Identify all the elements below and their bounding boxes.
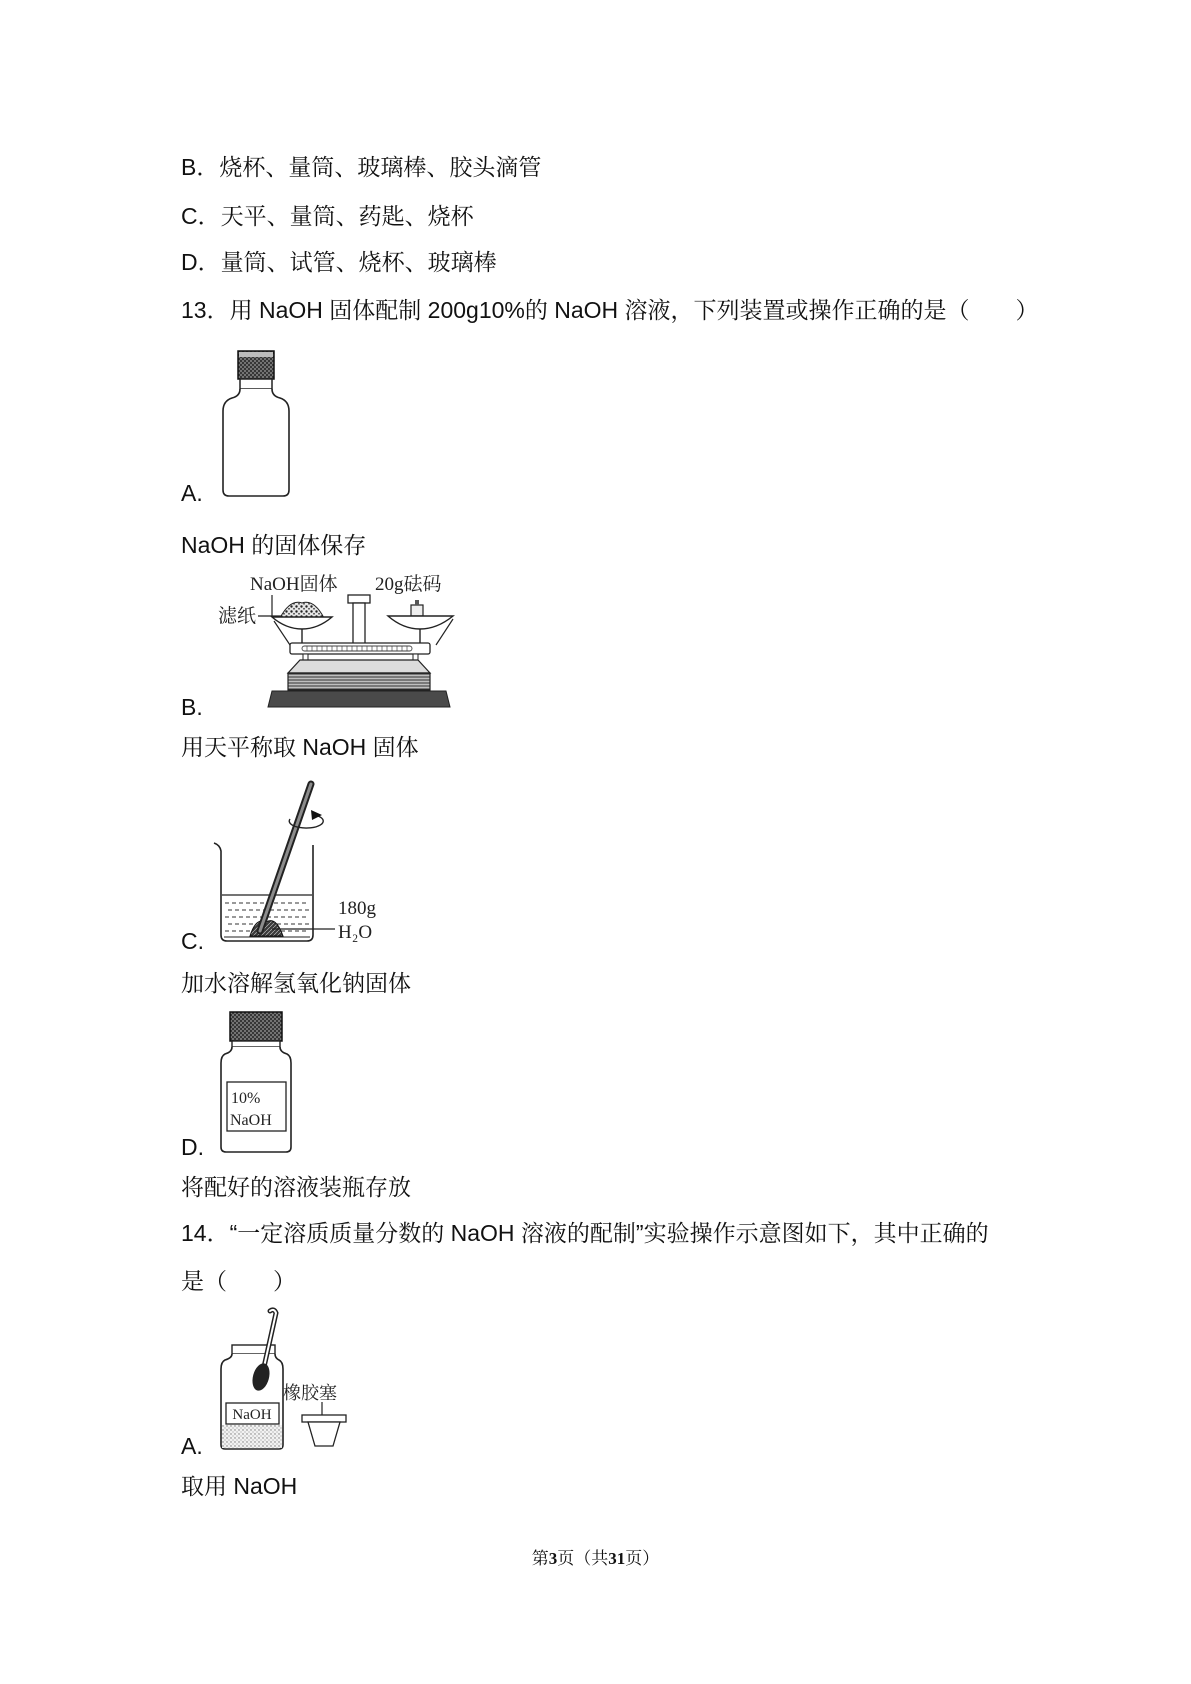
filter-paper-label: 滤纸 <box>218 606 257 627</box>
footer-total-pages: 31 <box>608 1549 626 1568</box>
left-pan <box>272 617 332 629</box>
q14-stem-line-1: 14．“一定溶质质量分数的 NaOH 溶液的配制”实验操作示意图如下，其中正确的 <box>181 1220 989 1246</box>
q13-c-beaker-figure <box>210 775 390 945</box>
bottle-neck <box>240 379 272 389</box>
q13-option-d-caption: 将配好的溶液装瓶存放 <box>181 1174 411 1200</box>
q12-option-d: D．量筒、试管、烧杯、玻璃棒 <box>181 249 497 275</box>
stopper-top-band <box>239 352 273 357</box>
concentration-label: 10% <box>231 1090 261 1107</box>
q13-stem: 13．用 NaOH 固体配制 200g10%的 NaOH 溶液，下列装置或操作正确的是（ ） <box>181 297 1039 323</box>
bottle-body <box>223 389 289 496</box>
q14-a-spoon-bottle-figure <box>210 1305 355 1455</box>
q13-option-a-letter: A. <box>181 480 203 506</box>
naoh-solid-pile <box>280 602 324 618</box>
footer-page-number: 3 <box>548 1549 558 1568</box>
weight-label: 20g砝码 <box>375 574 442 595</box>
base-front <box>288 673 430 690</box>
q13-option-b-letter: B. <box>181 694 203 720</box>
base-slab <box>268 691 450 707</box>
q13-option-d-letter: D. <box>181 1134 204 1160</box>
q13-option-b-caption: 用天平称取 NaOH 固体 <box>181 734 419 760</box>
rubber-stopper-icon <box>308 1422 340 1446</box>
pillar-cap <box>348 595 370 603</box>
bottle-stopper <box>230 1012 282 1041</box>
scale-ticks <box>307 646 407 651</box>
rotation-arrowhead <box>311 810 322 820</box>
q13-option-c-caption: 加水溶解氢氧化钠固体 <box>181 970 411 996</box>
q12-option-c: C．天平、量筒、药匙、烧杯 <box>181 203 474 229</box>
q14-option-a-letter: A. <box>181 1433 203 1459</box>
q13-a-reagent-bottle-figure <box>215 345 297 500</box>
bottle-label-text: NaOH <box>232 1407 272 1423</box>
pillar <box>353 603 365 645</box>
solute-label: NaOH <box>230 1112 272 1129</box>
right-pan <box>388 616 453 629</box>
footer-middle: 页（共 <box>557 1549 609 1568</box>
base-top <box>288 660 430 673</box>
footer-suffix: 页） <box>625 1549 660 1568</box>
footer-prefix: 第 <box>531 1549 549 1568</box>
water-mass-label: 180g <box>338 898 376 919</box>
glass-rod <box>260 784 311 931</box>
q14-stem-line-2: 是（ ） <box>181 1268 296 1294</box>
naoh-powder <box>222 1425 282 1448</box>
stopper-flange <box>302 1415 346 1422</box>
q13-b-balance-figure <box>210 565 460 715</box>
water-formula-label: H₂O <box>338 922 373 943</box>
q13-d-solution-bottle-figure <box>215 1005 300 1157</box>
q13-option-c-letter: C. <box>181 928 204 954</box>
q12-option-b: B．烧杯、量筒、玻璃棒、胶头滴管 <box>181 154 542 180</box>
rubber-stopper-label: 橡胶塞 <box>283 1383 337 1403</box>
q14-option-a-caption: 取用 NaOH <box>181 1473 298 1499</box>
weight-knob <box>415 600 419 605</box>
solid-label: NaOH固体 <box>250 574 338 595</box>
q13-option-a-caption: NaOH 的固体保存 <box>181 532 367 558</box>
bottle-neck <box>232 1041 280 1047</box>
page-footer <box>0 1547 1191 1571</box>
weight <box>411 605 423 616</box>
